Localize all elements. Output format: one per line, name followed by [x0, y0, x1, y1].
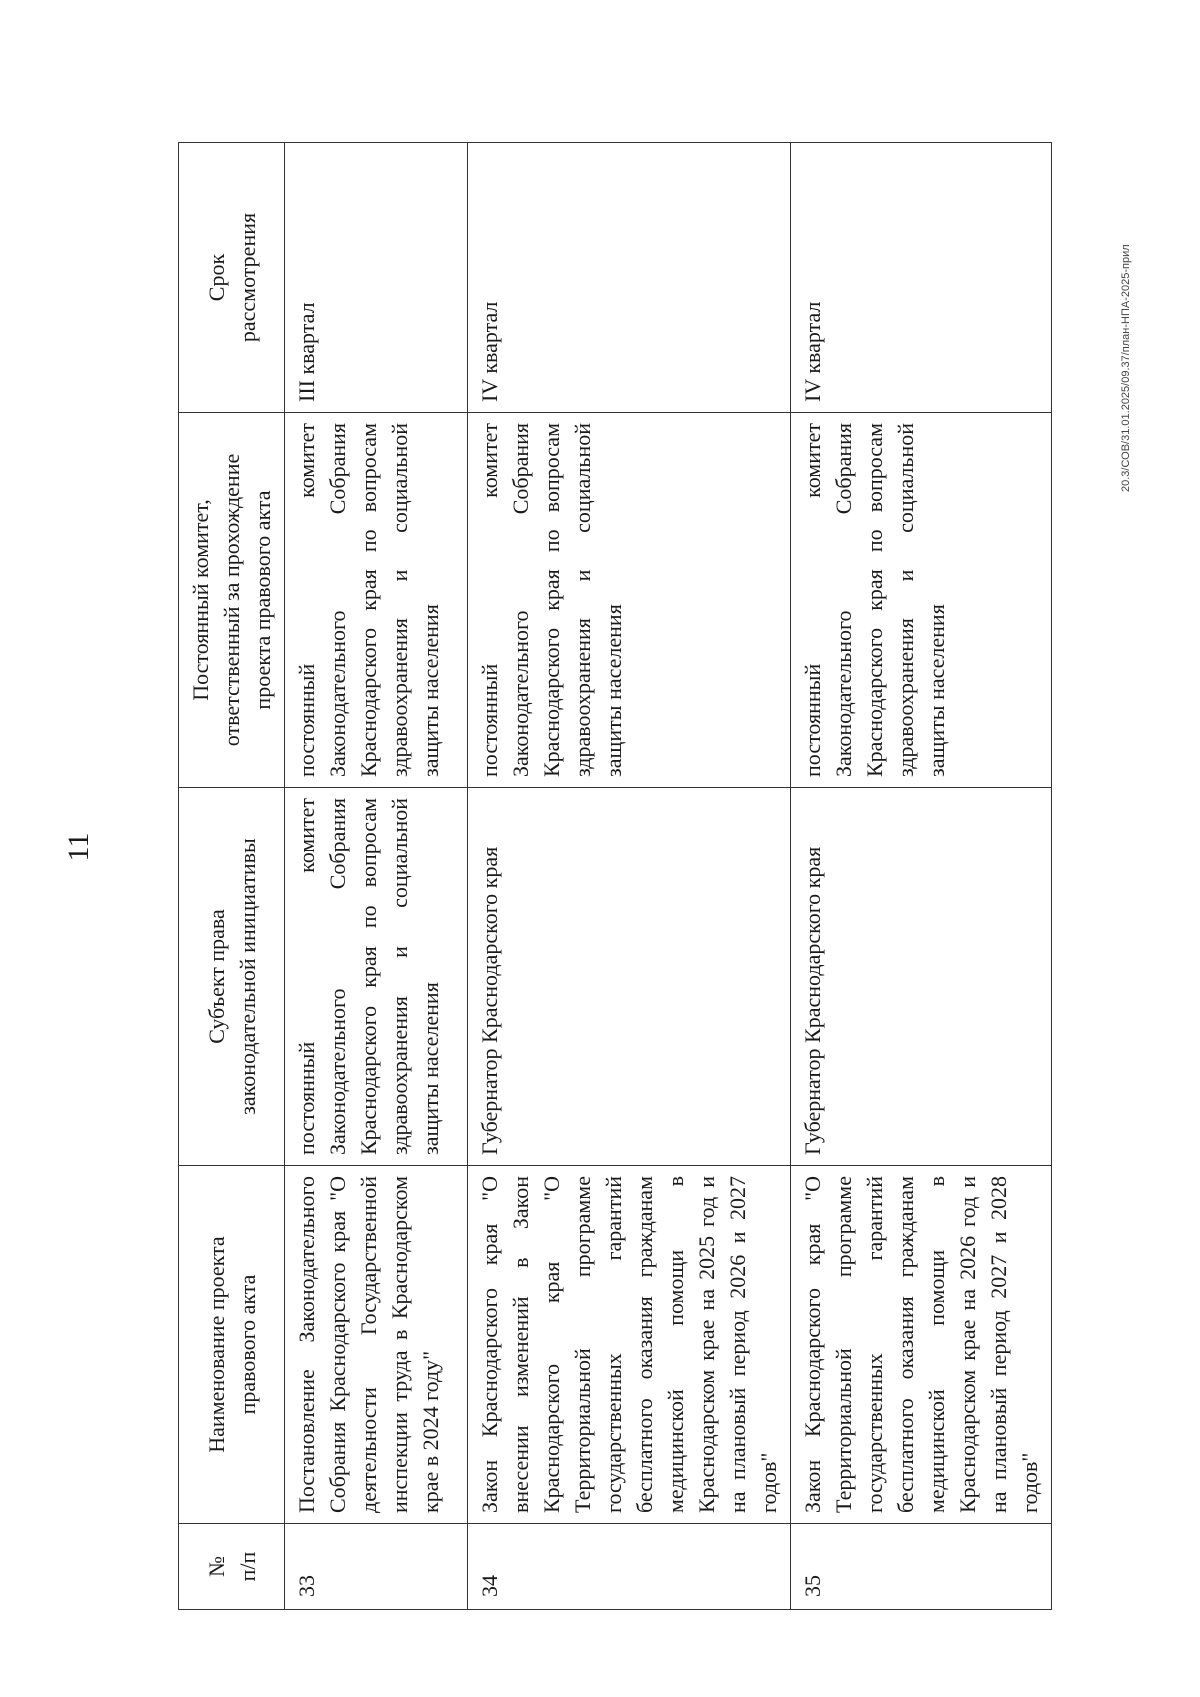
header-responsible-committee: Постоянный комитет, ответственный за прохождение проекта правового акта: [179, 413, 285, 788]
review-term: IV квартал: [791, 143, 1052, 413]
responsible-committee: постоянный комитет Законодательного Собрания Краснодарского края по вопросам здравоохранения и социальной защиты населения: [791, 413, 1052, 788]
header-act-name: Наименование проекта правового акта: [179, 1166, 285, 1524]
act-name: Закон Краснодарского края "О внесении изменений в Закон Краснодарского края "О Территориальной программе государственных гарантий бесплатного оказания гражданам медицинской помощи в Краснодарском крае на 2025 год и на плановый период 2026 и 2027 годов": [468, 1166, 791, 1524]
act-name: Закон Краснодарского края "О Территориальной программе государственных гарантий бесплатного оказания гражданам медицинской помощи в Краснодарском крае на 2026 год и на плановый период 2027 и 2028 годов": [791, 1166, 1052, 1524]
legislation-plan-table: [178, 142, 1052, 1610]
page-number: 11: [62, 832, 95, 862]
table-header-row: [179, 143, 285, 1610]
row-number: 35: [791, 1524, 1052, 1610]
row-number: 33: [285, 1524, 468, 1610]
header-number: № п/п: [179, 1524, 285, 1610]
table-row: [468, 143, 791, 1610]
review-term: III квартал: [285, 143, 468, 413]
initiative-subject: Губернатор Краснодарского края: [791, 788, 1052, 1166]
responsible-committee: постоянный комитет Законодательного Собрания Краснодарского края по вопросам здравоохранения и социальной защиты населения: [468, 413, 791, 788]
table-row: [791, 143, 1052, 1610]
row-number: 34: [468, 1524, 791, 1610]
header-initiative-subject: Субъект права законодательной инициативы: [179, 788, 285, 1166]
table-row: [285, 143, 468, 1610]
initiative-subject: постоянный комитет Законодательного Собрания Краснодарского края по вопросам здравоохранения и социальной защиты населения: [285, 788, 468, 1166]
header-review-term: Срок рассмотрения: [179, 143, 285, 413]
act-name: Постановление Законодательного Собрания Краснодарского края "О деятельности Государственной инспекции труда в Краснодарском крае в 2024 году": [285, 1166, 468, 1524]
initiative-subject: Губернатор Краснодарского края: [468, 788, 791, 1166]
document-reference-note: 20.3/СОВ/31.01.2025/09.37/план-НПА-2025-прил: [1120, 244, 1132, 492]
review-term: IV квартал: [468, 143, 791, 413]
responsible-committee: постоянный комитет Законодательного Собрания Краснодарского края по вопросам здравоохранения и социальной защиты населения: [285, 413, 468, 788]
